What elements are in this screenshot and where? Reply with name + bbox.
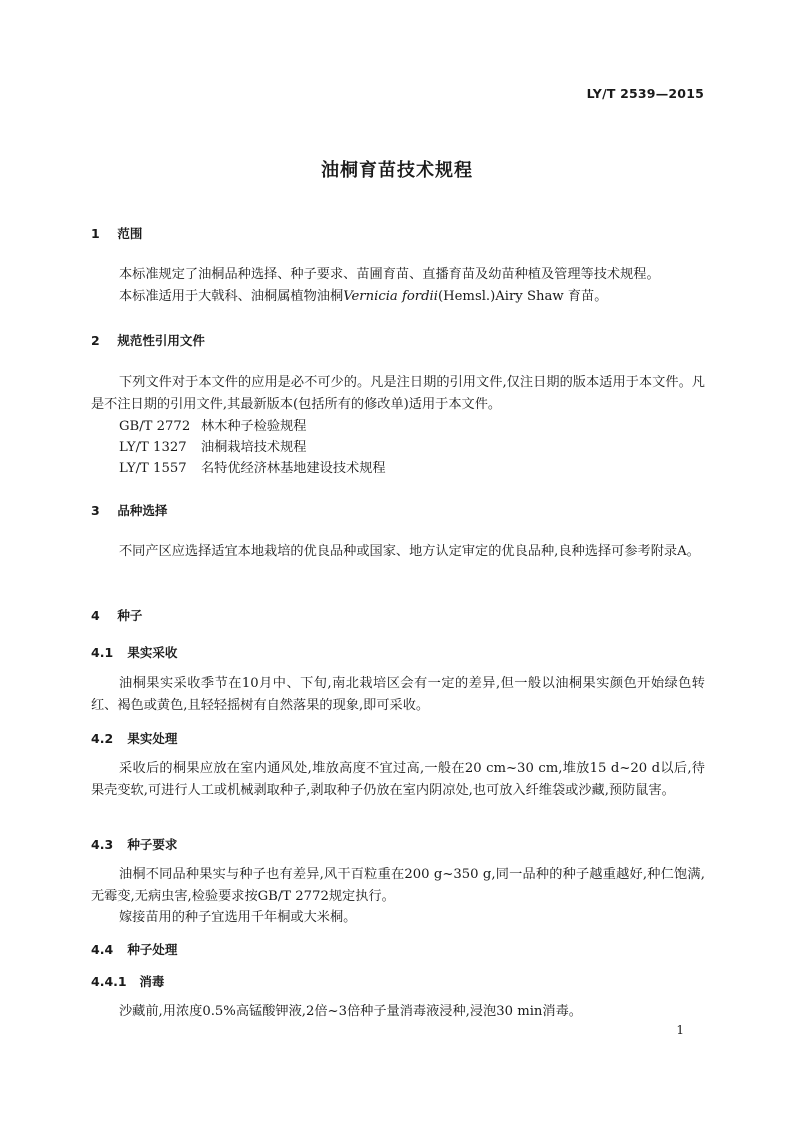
section-title: 规范性引用文件	[117, 333, 205, 348]
paragraph: 采收后的桐果应放在室内通风处,堆放高度不宜过高,一般在20 cm~30 cm,堆放15 d~20 d以后,待果壳变软,可进行人工或机械剥取种子,剥取种子仍放在室内阴凉处,也可放入纤维袋或沙藏,预防鼠害。	[91, 761, 705, 798]
page-number: 1	[676, 1023, 684, 1037]
section-title: 果实采收	[127, 645, 178, 660]
section-title: 品种选择	[117, 503, 168, 518]
subsection-4-2-heading	[91, 729, 177, 747]
section-title: 消毒	[139, 974, 165, 989]
paragraph: 不同产区应选择适宜本地栽培的优良品种或国家、地方认定审定的优良品种,良种选择可参考附录A。	[119, 544, 700, 559]
paragraph: 油桐不同品种果实与种子也有差异,风干百粒重在200 g~350 g,同一品种的种子越重越好,种仁饱满,无霉变,无病虫害,检验要求按GB/T 2772规定执行。	[91, 867, 705, 904]
paragraph: 嫁接苗用的种子宜选用千年桐或大米桐。	[119, 910, 357, 925]
paragraph: 油桐果实采收季节在10月中、下旬,南北栽培区会有一定的差异,但一般以油桐果实颜色开始绿色转红、褐色或黄色,且轻轻摇树有自然落果的现象,即可采收。	[91, 676, 705, 713]
section-number: 4.3	[91, 837, 114, 852]
paragraph: 沙藏前,用浓度0.5%高锰酸钾液,2倍~3倍种子量消毒液浸种,浸泡30 min消毒。	[119, 1004, 582, 1019]
latin-name: Vernicia fordii	[343, 289, 438, 304]
reference-name: 林木种子检验规程	[201, 419, 307, 434]
section-3-heading	[91, 501, 167, 519]
section-4-heading	[91, 606, 142, 624]
subsection-4-1-heading	[91, 643, 177, 661]
text-run: 本标准适用于大戟科、油桐属植物油桐	[119, 289, 344, 304]
subsection-4-4-1-heading	[91, 972, 164, 990]
reference-item	[119, 436, 307, 455]
section-number: 3	[91, 503, 100, 518]
section-1-heading	[91, 224, 142, 242]
paragraph	[91, 286, 705, 308]
reference-code: LY/T 1557	[119, 461, 187, 476]
document-title: 油桐育苗技术规程	[321, 160, 473, 181]
section-title: 种子处理	[127, 942, 178, 957]
section-number: 1	[91, 226, 100, 241]
paragraph: 本标准规定了油桐品种选择、种子要求、苗圃育苗、直播育苗及幼苗种植及管理等技术规程。	[119, 267, 660, 282]
paragraph: 下列文件对于本文件的应用是必不可少的。凡是注日期的引用文件,仅注日期的版本适用于本文件。凡是不注日期的引用文件,其最新版本(包括所有的修改单)适用于本文件。	[91, 375, 705, 412]
section-title: 范围	[117, 226, 143, 241]
standard-code: LY/T 2539—2015	[586, 86, 704, 101]
section-number: 4.4	[91, 942, 114, 957]
reference-item	[119, 415, 307, 434]
subsection-4-3-heading	[91, 835, 177, 853]
section-title: 种子	[117, 608, 143, 623]
reference-name: 名特优经济林基地建设技术规程	[201, 461, 386, 476]
section-number: 2	[91, 333, 100, 348]
section-title: 果实处理	[127, 731, 178, 746]
section-number: 4	[91, 608, 100, 623]
reference-item	[119, 457, 386, 476]
subsection-4-4-heading	[91, 940, 177, 958]
reference-code: GB/T 2772	[119, 419, 191, 434]
reference-name: 油桐栽培技术规程	[201, 440, 307, 455]
text-run: (Hemsl.)Airy Shaw 育苗。	[437, 289, 608, 304]
section-number: 4.2	[91, 731, 114, 746]
section-2-heading	[91, 331, 205, 349]
section-title: 种子要求	[127, 837, 178, 852]
reference-code: LY/T 1327	[119, 440, 187, 455]
section-number: 4.4.1	[91, 974, 127, 989]
section-number: 4.1	[91, 645, 114, 660]
